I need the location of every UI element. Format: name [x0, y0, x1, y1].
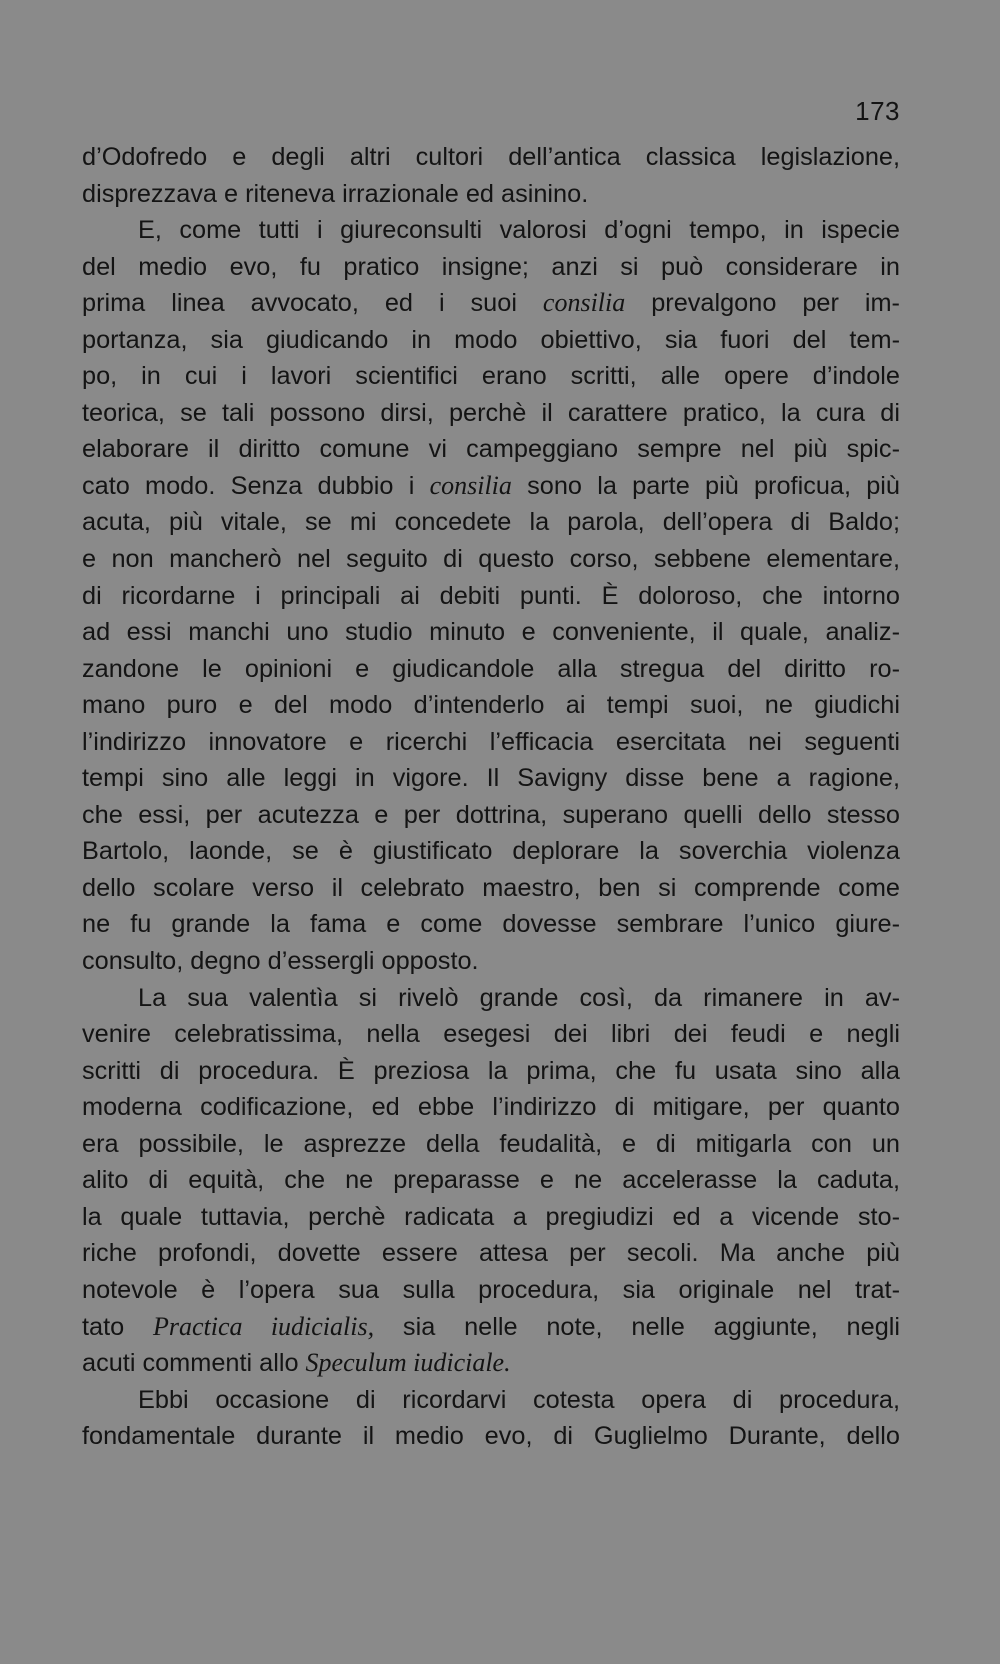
text-line	[82, 285, 900, 322]
text-segment: sia nelle note, nelle aggiunte, negli	[374, 1312, 900, 1341]
text-line: dello scolare verso il celebrato maestro, ben si comprende come	[82, 873, 900, 902]
text-line: d’Odofredo e degli altri cultori dell’antica classica legislazione,	[82, 143, 900, 171]
text-segment: tato	[82, 1312, 154, 1341]
text-line: venire celebratissima, nella esegesi dei libri dei feudi e negli	[82, 1020, 900, 1049]
text-line	[82, 1309, 900, 1346]
text-line: fondamentale durante il medio evo, di Guglielmo Durante, dello	[82, 1422, 900, 1451]
text-line: moderna codificazione, ed ebbe l’indirizzo di mitigare, per quanto	[82, 1093, 900, 1122]
text-line: notevole è l’opera sua sulla procedura, sia originale nel trat-	[82, 1275, 900, 1304]
text-line: la quale tuttavia, perchè radicata a pregiudizi ed a vicende sto-	[82, 1202, 900, 1231]
text-line: teorica, se tali possono dirsi, perchè il carattere pratico, la cura di	[82, 398, 900, 427]
italic-title: Speculum iudiciale.	[305, 1348, 511, 1378]
text-line: acuta, più vitale, se mi concedete la parola, dell’opera di Baldo;	[82, 508, 900, 537]
text-line: consulto, degno d’essergli opposto.	[82, 947, 479, 976]
text-segment: prevalgono per im-	[625, 289, 900, 318]
italic-title: Practica iudicialis,	[153, 1311, 375, 1341]
text-line	[82, 468, 900, 505]
italic-title: consilia	[542, 288, 626, 318]
text-line: riche profondi, dovette essere attesa per secoli. Ma anche più	[82, 1239, 900, 1268]
text-line: po, in cui i lavori scientifici erano scritti, alle opere d’indole	[82, 362, 900, 391]
text-segment: sono la parte più proficua, più	[511, 471, 900, 500]
text-line: ne fu grande la fama e come dovesse sembrare l’unico giure-	[82, 910, 900, 939]
text-segment: cato modo. Senza dubbio i	[82, 471, 430, 500]
text-segment: prima linea avvocato, ed i suoi	[82, 289, 543, 318]
text-line: del medio evo, fu pratico insigne; anzi si può considerare in	[82, 252, 900, 281]
text-line	[82, 1345, 900, 1382]
text-line: di ricordarne i principali ai debiti punti. È doloroso, che intorno	[82, 581, 900, 610]
text-line: portanza, sia giudicando in modo obiettivo, sia fuori del tem-	[82, 325, 900, 354]
text-line: tempi sino alle leggi in vigore. Il Savigny disse bene a ragione,	[82, 764, 900, 793]
text-line: E, come tutti i giureconsulti valorosi d’ogni tempo, in ispecie	[138, 216, 900, 245]
text-line: ad essi manchi uno studio minuto e conveniente, il quale, analiz-	[82, 618, 900, 647]
text-line: zandone le opinioni e giudicandole alla stregua del diritto ro-	[82, 654, 900, 683]
page-number: 173	[855, 96, 900, 126]
text-line: Bartolo, laonde, se è giustificato deplorare la soverchia violenza	[82, 837, 900, 866]
text-line: elaborare il diritto comune vi campeggiano sempre nel più spic-	[82, 435, 900, 464]
text-line: era possibile, le asprezze della feudalità, e di mitigarla con un	[82, 1129, 900, 1158]
italic-title: consilia	[429, 470, 512, 500]
text-line: l’indirizzo innovatore e ricerchi l’efficacia esercitata nei seguenti	[82, 727, 900, 756]
text-line: alito di equità, che ne preparasse e ne accelerasse la caduta,	[82, 1166, 900, 1195]
text-segment: acuti commenti allo	[82, 1349, 306, 1378]
text-line: La sua valentìa si rivelò grande così, da rimanere in av-	[138, 983, 900, 1012]
text-line: che essi, per acutezza e per dottrina, superano quelli dello stesso	[82, 800, 900, 829]
text-line: mano puro e del modo d’intenderlo ai tempi suoi, ne giudichi	[82, 691, 900, 720]
text-line: e non mancherò nel seguito di questo corso, sebbene elementare,	[82, 545, 900, 574]
body-text	[82, 139, 900, 1455]
text-line: disprezzava e riteneva irrazionale ed asinino.	[82, 179, 589, 208]
text-line: scritti di procedura. È preziosa la prima, che fu usata sino alla	[82, 1056, 900, 1085]
text-line: Ebbi occasione di ricordarvi cotesta opera di procedura,	[138, 1385, 900, 1414]
